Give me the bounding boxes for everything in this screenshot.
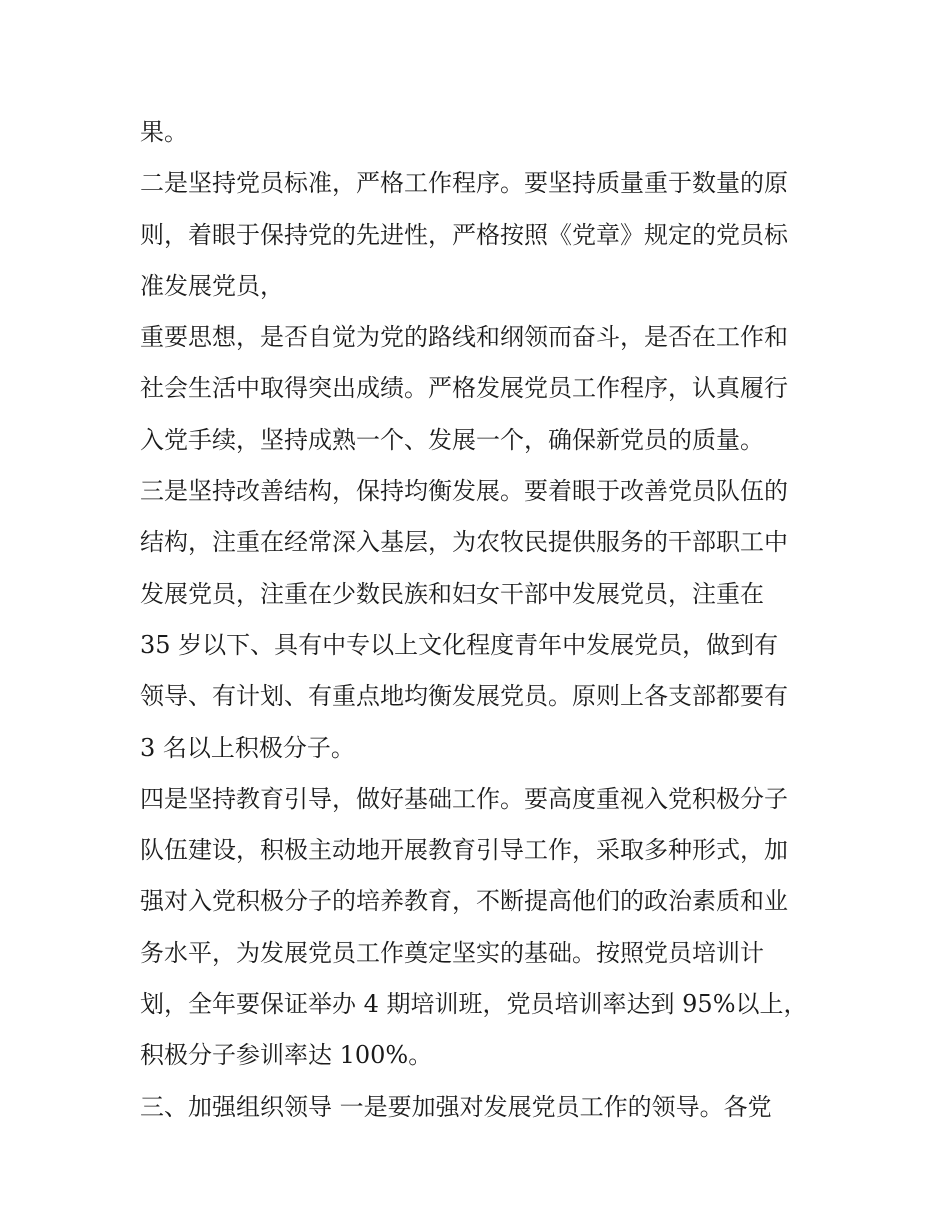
text-line: 三是坚持改善结构，保持均衡发展。要着眼于改善党员队伍的 <box>140 477 788 506</box>
text-line: 务水平，为发展党员工作奠定坚实的基础。按照党员培训计 <box>140 938 764 967</box>
text-line: 准发展党员， <box>140 271 284 300</box>
text-line: 二是坚持党员标准，严格工作程序。要坚持质量重于数量的原 <box>140 169 788 198</box>
text-line: 重要思想，是否自觉为党的路线和纲领而奋斗，是否在工作和 <box>140 323 788 352</box>
text-line: 结构，注重在经常深入基层，为农牧民提供服务的干部职工中 <box>140 528 788 557</box>
document-body <box>140 107 820 1133</box>
text-line: 队伍建设，积极主动地开展教育引导工作，采取多种形式，加 <box>140 836 788 865</box>
text-line: 则，着眼于保持党的先进性，严格按照《党章》规定的党员标 <box>140 220 788 249</box>
text-line: 领导、有计划、有重点地均衡发展党员。原则上各支部都要有 <box>140 682 788 711</box>
text-line: 积极分子参训率达 100%。 <box>140 1041 433 1070</box>
text-line: 3 名以上积极分子。 <box>140 733 355 762</box>
text-line: 四是坚持教育引导，做好基础工作。要高度重视入党积极分子 <box>140 784 788 813</box>
text-line: 强对入党积极分子的培养教育，不断提高他们的政治素质和业 <box>140 887 788 916</box>
text-line: 三、加强组织领导 一是要加强对发展党员工作的领导。各党 <box>140 1092 772 1121</box>
text-line: 发展党员，注重在少数民族和妇女干部中发展党员，注重在 <box>140 579 764 608</box>
text-line: 35 岁以下、具有中专以上文化程度青年中发展党员，做到有 <box>140 630 779 659</box>
text-line: 果。 <box>140 118 188 146</box>
text-line: 入党手续，坚持成熟一个、发展一个，确保新党员的质量。 <box>140 425 764 454</box>
text-line: 社会生活中取得突出成绩。严格发展党员工作程序，认真履行 <box>140 374 788 403</box>
text-line: 划，全年要保证举办 4 期培训班，党员培训率达到 95%以上， <box>140 990 808 1019</box>
